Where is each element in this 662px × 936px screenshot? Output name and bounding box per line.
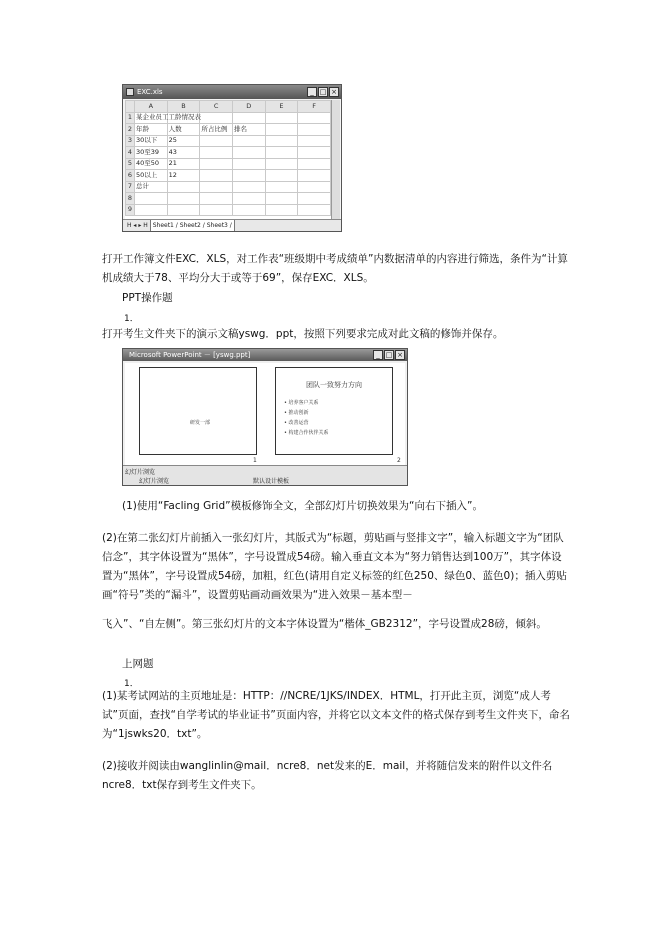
table-cell: 25 bbox=[167, 135, 200, 147]
table-row bbox=[126, 135, 331, 147]
column-header: C bbox=[200, 101, 233, 113]
row-header: 1 bbox=[126, 112, 135, 124]
table-cell bbox=[265, 170, 298, 182]
vertical-scrollbar bbox=[331, 100, 340, 219]
table-cell bbox=[265, 147, 298, 159]
table-cell bbox=[298, 124, 331, 136]
sheet-nav-arrows: H ◂ ▸ H bbox=[127, 222, 148, 229]
column-header: A bbox=[135, 101, 168, 113]
powerpoint-status-bar bbox=[123, 465, 407, 485]
ppt-step-2: (2)在第二张幻灯片前插入一张幻灯片，其版式为“标题，剪贴画与竖排文字”，输入标题文字为“团队信念”，其字体设置为“黑体”，字号设置成54磅。输入垂直文本为“努力销售达到100万”，其字体设置为“黑体”，字号设置成54磅，加粗，红色(请用自定义标签的红色250、绿色0、蓝色0)；插入剪贴画“符号”类的“漏斗”，设置剪贴画动画效果为“进入效果－基本型－ bbox=[102, 532, 567, 601]
table-row bbox=[126, 124, 331, 136]
powerpoint-window-screenshot bbox=[122, 348, 408, 486]
table-cell: 12 bbox=[167, 170, 200, 182]
excel-window-screenshot bbox=[122, 84, 342, 232]
table-cell bbox=[265, 181, 298, 193]
table-cell bbox=[298, 158, 331, 170]
close-icon: × bbox=[329, 87, 339, 97]
status-view-label: 幻灯片浏览 bbox=[125, 469, 156, 476]
slide-number-1: 1 bbox=[253, 457, 257, 464]
table-cell bbox=[265, 112, 298, 124]
status-view-mode: 幻灯片浏览 bbox=[139, 478, 170, 485]
internet-question-number: 1． bbox=[124, 679, 139, 689]
table-cell bbox=[298, 170, 331, 182]
table-row bbox=[126, 193, 331, 205]
slide2-bullet: • 推动创新 bbox=[284, 410, 309, 416]
powerpoint-window-title: Microsoft PowerPoint － [yswg.ppt] bbox=[129, 351, 251, 359]
table-cell bbox=[200, 181, 233, 193]
table-cell: 30至39 bbox=[135, 147, 168, 159]
table-cell bbox=[265, 158, 298, 170]
slide1-text: 研发一部 bbox=[190, 420, 211, 426]
table-cell bbox=[232, 204, 265, 216]
slide-thumbnail-1 bbox=[139, 367, 257, 455]
table-row bbox=[126, 181, 331, 193]
table-cell: 排名 bbox=[232, 124, 265, 136]
table-cell bbox=[232, 147, 265, 159]
table-cell bbox=[135, 193, 168, 205]
column-header: E bbox=[265, 101, 298, 113]
row-header: 4 bbox=[126, 147, 135, 159]
internet-step-1: (1)某考试网站的主页地址是：HTTP：//NCRE/1JKS/INDEX．HTML，打开此主页，浏览“成人考试”页面，查找“自学考试的毕业证书”页面内容，并将它以文本文件的格式保存到考生文件夹下，命名为“1jswks20．txt”。 bbox=[102, 690, 570, 740]
column-header: F bbox=[298, 101, 331, 113]
slide2-bullet-list bbox=[284, 398, 329, 438]
table-cell: 50以上 bbox=[135, 170, 168, 182]
table-row bbox=[126, 170, 331, 182]
ppt-step-1: (1)使用“Facling Grid”模板修饰全文，全部幻灯片切换效果为“向右下插入”。 bbox=[122, 500, 483, 512]
table-row bbox=[126, 147, 331, 159]
column-header: D bbox=[232, 101, 265, 113]
excel-task-paragraph: 打开工作簿文件EXC．XLS，对工作表“班级期中考成绩单”内数据清单的内容进行筛选，条件为“计算机成绩大于78、平均分大于或等于69”，保存EXC．XLS。 bbox=[102, 253, 568, 284]
slide2-bullet: • 构建合作伙伴关系 bbox=[284, 430, 329, 436]
table-cell: 43 bbox=[167, 147, 200, 159]
row-header: 9 bbox=[126, 204, 135, 216]
slide2-title: 团队一致努力方向 bbox=[306, 381, 362, 389]
table-cell bbox=[200, 170, 233, 182]
ppt-section-heading: PPT操作题 bbox=[122, 292, 173, 304]
table-cell bbox=[167, 193, 200, 205]
minimize-icon: _ bbox=[373, 350, 383, 360]
slide2-bullet: • 培养客户关系 bbox=[284, 400, 319, 406]
spreadsheet-grid bbox=[125, 100, 331, 219]
row-header: 8 bbox=[126, 193, 135, 205]
excel-title-bar bbox=[123, 85, 341, 99]
column-header-row bbox=[126, 101, 331, 113]
table-cell bbox=[265, 204, 298, 216]
table-cell bbox=[232, 158, 265, 170]
close-icon: × bbox=[395, 350, 405, 360]
slide-number-2: 2 bbox=[397, 457, 401, 464]
table-cell bbox=[200, 135, 233, 147]
table-cell bbox=[232, 112, 265, 124]
excel-window-title: EXC.xls bbox=[137, 88, 163, 96]
ppt-step-2-continued: 飞入”、“自左侧”。第三张幻灯片的文本字体设置为“楷体_GB2312”，字号设置成28磅，倾斜。 bbox=[102, 618, 547, 630]
table-cell bbox=[167, 181, 200, 193]
table-row bbox=[126, 204, 331, 216]
table-cell bbox=[265, 135, 298, 147]
table-cell: 人数 bbox=[167, 124, 200, 136]
table-cell bbox=[298, 204, 331, 216]
sheet-tabs-bar bbox=[123, 219, 341, 231]
table-cell bbox=[265, 193, 298, 205]
status-template-name: 默认设计模板 bbox=[253, 478, 290, 485]
row-header: 3 bbox=[126, 135, 135, 147]
powerpoint-title-bar bbox=[123, 349, 407, 361]
corner-cell bbox=[126, 101, 135, 113]
row-header: 2 bbox=[126, 124, 135, 136]
table-cell bbox=[298, 147, 331, 159]
slide-thumbnail-2 bbox=[275, 367, 393, 455]
table-cell: 总计 bbox=[135, 181, 168, 193]
table-cell bbox=[200, 193, 233, 205]
maximize-icon: □ bbox=[319, 88, 327, 96]
table-cell: 某企业员工工龄情况表 bbox=[135, 112, 168, 124]
sheet-tabs: Sheet1 / Sheet2 / Sheet3 / bbox=[150, 220, 235, 231]
table-cell bbox=[200, 204, 233, 216]
internet-section-heading: 上网题 bbox=[122, 658, 154, 670]
table-cell: 40至50 bbox=[135, 158, 168, 170]
table-cell bbox=[232, 181, 265, 193]
table-cell: 所占比例 bbox=[200, 124, 233, 136]
slide-sorter-area bbox=[125, 363, 405, 465]
table-cell bbox=[232, 135, 265, 147]
table-cell bbox=[298, 181, 331, 193]
row-header: 7 bbox=[126, 181, 135, 193]
ppt-question-number: 1． bbox=[124, 314, 139, 324]
table-cell bbox=[167, 204, 200, 216]
table-row bbox=[126, 158, 331, 170]
table-row bbox=[126, 112, 331, 124]
table-cell bbox=[200, 158, 233, 170]
table-cell: 30以下 bbox=[135, 135, 168, 147]
minimize-icon: _ bbox=[307, 87, 317, 97]
table-cell bbox=[135, 204, 168, 216]
table-cell bbox=[298, 112, 331, 124]
excel-app-icon bbox=[126, 88, 134, 96]
maximize-icon: □ bbox=[385, 351, 393, 359]
table-cell: 年龄 bbox=[135, 124, 168, 136]
internet-step-2: (2)接收并阅读由wanglinlin@mail．ncre8．net发来的E．mail，并将随信发来的附件以文件名ncre8．txt保存到考生文件夹下。 bbox=[102, 760, 553, 791]
table-cell bbox=[200, 147, 233, 159]
row-header: 5 bbox=[126, 158, 135, 170]
table-cell bbox=[232, 170, 265, 182]
table-cell bbox=[298, 135, 331, 147]
table-cell bbox=[232, 193, 265, 205]
table-cell bbox=[200, 112, 233, 124]
slide2-bullet: • 改善运营 bbox=[284, 420, 309, 426]
table-cell: 21 bbox=[167, 158, 200, 170]
ppt-task-intro: 打开考生文件夹下的演示文稿yswg．ppt，按照下列要求完成对此文稿的修饰并保存。 bbox=[102, 328, 504, 340]
column-header: B bbox=[167, 101, 200, 113]
row-header: 6 bbox=[126, 170, 135, 182]
table-cell bbox=[298, 193, 331, 205]
table-cell bbox=[265, 124, 298, 136]
